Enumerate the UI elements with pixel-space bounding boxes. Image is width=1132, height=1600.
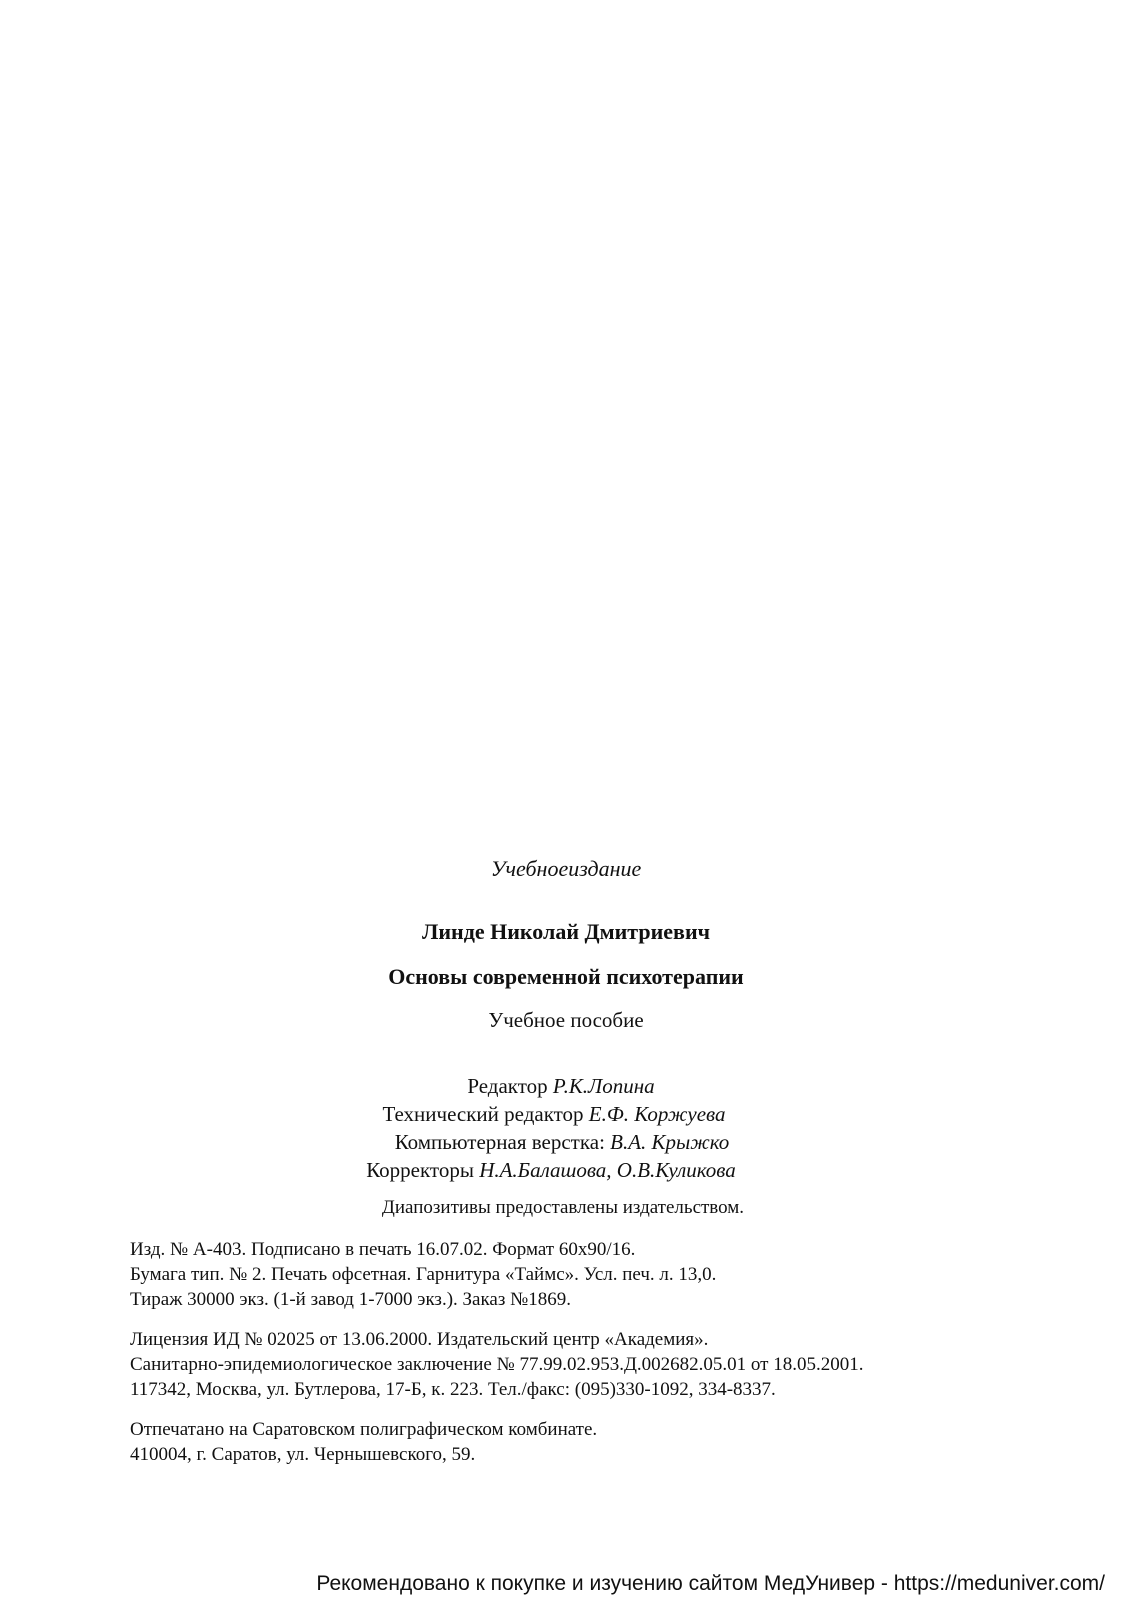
- printer-details-line: 410004, г. Саратов, ул. Чернышевского, 59.: [130, 1444, 476, 1465]
- print-details-line: Изд. № А-403. Подписано в печать 16.07.02. Формат 60х90/16.: [130, 1239, 636, 1260]
- credit-tech-editor: [0, 1104, 1120, 1125]
- license-details: [130, 1327, 863, 1402]
- license-details-line: Санитарно-эпидемиологическое заключение № 77.99.02.953.Д.002682.05.01 от 18.05.2001.: [130, 1354, 864, 1375]
- credit-proofreaders: [0, 1160, 1117, 1181]
- author-name: Линде Николай Дмитриевич: [421, 919, 711, 944]
- license-details-line: Лицензия ИД № 02025 от 13.06.2000. Издательский центр «Академия».: [130, 1329, 709, 1350]
- book-subtitle: Учебное пособие: [488, 1008, 644, 1032]
- credit-layout-name: В.А. Крыжко: [610, 1130, 730, 1154]
- slides-note: Диапозитивы предоставлены издательством.: [381, 1197, 745, 1218]
- credit-layout: [0, 1132, 1128, 1153]
- credit-proofreaders-names: Н.А.Балашова, О.В.Куликова: [479, 1158, 736, 1182]
- credit-proofreaders-label: Корректоры: [366, 1158, 474, 1182]
- print-details-line: Бумага тип. № 2. Печать офсетная. Гарнитура «Таймс». Усл. печ. л. 13,0.: [130, 1264, 717, 1285]
- credit-editor-name: Р.К.Лопина: [552, 1074, 655, 1098]
- credit-tech-editor-name: Е.Ф. Коржуева: [588, 1102, 726, 1126]
- edition-type: Учебноеиздание: [490, 856, 642, 881]
- printer-details: [130, 1417, 597, 1467]
- print-details-line: Тираж 30000 экз. (1-й завод 1-7000 экз.). Заказ №1869.: [130, 1289, 571, 1310]
- book-title: Основы современной психотерапии: [388, 964, 744, 989]
- printer-details-line: Отпечатано на Саратовском полиграфическом комбинате.: [130, 1419, 598, 1440]
- footer-recommendation: Рекомендовано к покупке и изучению сайтом МедУнивер - https://meduniver.com/: [316, 1572, 1105, 1595]
- print-details: [130, 1237, 716, 1312]
- credit-layout-label: Компьютерная верстка:: [394, 1130, 605, 1154]
- credit-tech-editor-label: Технический редактор: [382, 1102, 584, 1126]
- credit-editor: [0, 1076, 1127, 1097]
- license-details-line: 117342, Москва, ул. Бутлерова, 17-Б, к. 223. Тел./факс: (095)330-1092, 334-8337.: [130, 1379, 776, 1400]
- credit-editor-label: Редактор: [467, 1074, 548, 1098]
